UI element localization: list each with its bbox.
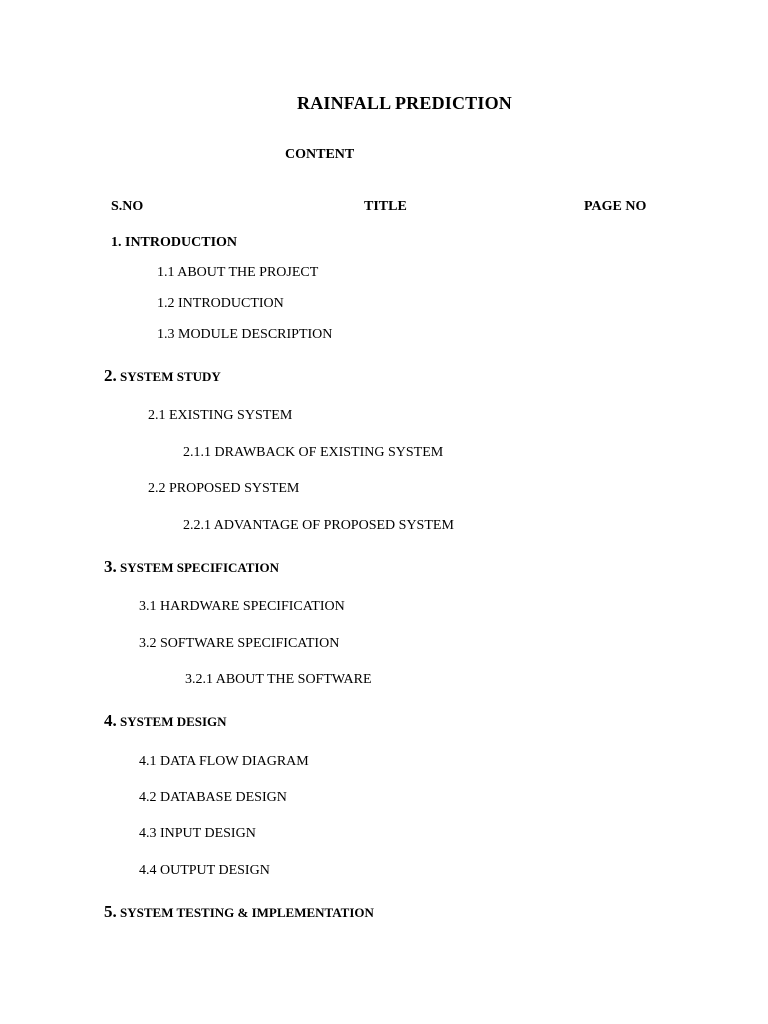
section-number: 3. bbox=[104, 557, 117, 576]
section-heading-system-design bbox=[104, 712, 227, 729]
toc-entry: 3.1 HARDWARE SPECIFICATION bbox=[139, 599, 345, 614]
section-heading-system-specification bbox=[104, 558, 279, 575]
section-heading-system-study bbox=[104, 367, 221, 384]
toc-entry: 2.2 PROPOSED SYSTEM bbox=[148, 481, 300, 496]
section-number: 5. bbox=[104, 902, 117, 921]
section-number: 2. bbox=[104, 366, 117, 385]
section-title: SYSTEM SPECIFICATION bbox=[120, 560, 280, 575]
toc-entry: 2.2.1 ADVANTAGE OF PROPOSED SYSTEM bbox=[183, 518, 454, 533]
column-header-sno: S.NO bbox=[111, 199, 144, 214]
toc-entry: 4.1 DATA FLOW DIAGRAM bbox=[139, 754, 309, 769]
section-title: SYSTEM STUDY bbox=[120, 369, 221, 384]
column-header-page-no: PAGE NO bbox=[584, 199, 647, 214]
toc-entry: 4.3 INPUT DESIGN bbox=[139, 826, 256, 841]
toc-entry: 2.1 EXISTING SYSTEM bbox=[148, 408, 293, 423]
toc-entry: 3.2 SOFTWARE SPECIFICATION bbox=[139, 636, 340, 651]
toc-entry: 2.1.1 DRAWBACK OF EXISTING SYSTEM bbox=[183, 445, 444, 460]
section-title: SYSTEM DESIGN bbox=[120, 714, 227, 729]
column-header-title: TITLE bbox=[364, 199, 407, 214]
toc-entry: 4.4 OUTPUT DESIGN bbox=[139, 863, 270, 878]
toc-entry: 1.3 MODULE DESCRIPTION bbox=[157, 327, 333, 342]
section-heading-system-testing-implementation bbox=[104, 903, 374, 920]
toc-entry: 1.2 INTRODUCTION bbox=[157, 296, 284, 311]
section-number: 4. bbox=[104, 711, 117, 730]
toc-entry: 4.2 DATABASE DESIGN bbox=[139, 790, 287, 805]
content-heading: CONTENT bbox=[285, 147, 355, 162]
toc-entry: 1.1 ABOUT THE PROJECT bbox=[157, 265, 319, 280]
document-title: RAINFALL PREDICTION bbox=[297, 93, 512, 113]
toc-entry: 3.2.1 ABOUT THE SOFTWARE bbox=[185, 672, 372, 687]
section-title: SYSTEM TESTING & IMPLEMENTATION bbox=[120, 905, 374, 920]
section-heading-introduction: 1. INTRODUCTION bbox=[111, 235, 238, 250]
